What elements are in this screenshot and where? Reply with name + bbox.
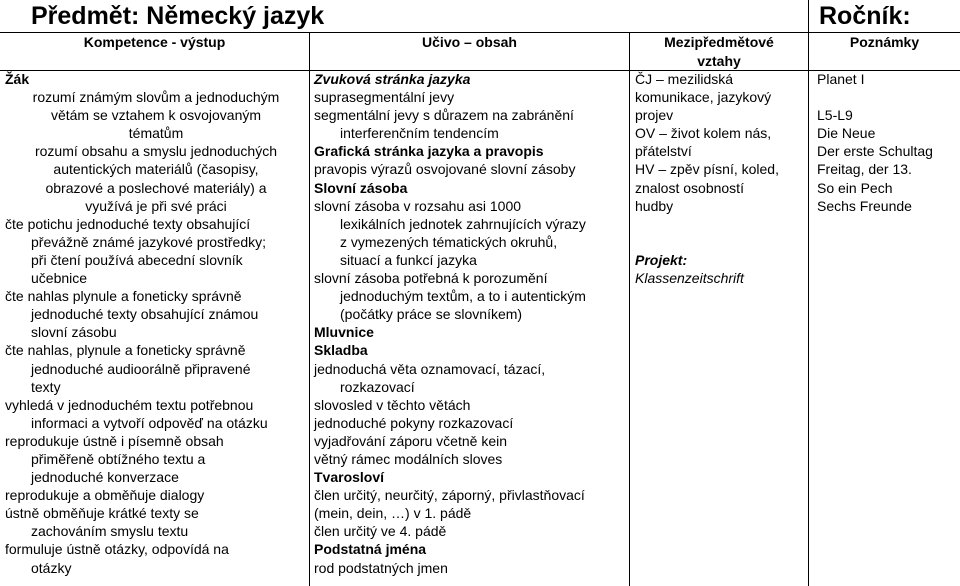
competence-line: formuluje ústně otázky, odpovídá na [5,541,229,558]
project-label: Projekt: [635,251,688,268]
pupil-label: Žák [5,71,30,87]
competence-line: vyhledá v jednoduchém textu potřebnou [5,396,254,413]
competence-line: jednoduché audioorálně připravené [31,360,251,377]
relation-line: HV – zpěv písní, koled, [635,161,779,178]
competence-line: texty [31,378,61,395]
content-line: slovosled v těchto větách [314,396,471,413]
content-line: situací a funkcí jazyka [340,251,477,268]
spacer-line [635,233,807,251]
content-line: suprasegmentální jevy [314,89,455,106]
relation-line: ČJ – mezilidská [635,71,734,87]
content-line: lexikálních jednotek zahrnujících výrazy [340,215,586,232]
spacer-line [635,215,807,233]
relation-line: přátelství [635,143,692,160]
competence-line: rozumí známým slovům a jednoduchým [32,89,280,106]
competence-line: jednoduché texty obsahující známou [31,306,259,323]
content-line: člen určitý, neurčitý, záporný, přivlastňovací [314,487,585,504]
competence-line: tématům [128,125,184,142]
note-line: Freitag, der 13. [817,161,912,178]
content-line: jednoduchým textům, a to i autentickým [340,288,586,305]
content-line: segmentální jevy s důrazem na zabránění [314,107,574,124]
section-heading: Podstatná jména [314,541,427,558]
content-line: rod podstatných jmen [314,559,448,576]
content-column [314,70,626,577]
relation-line: OV – život kolem nás, [635,125,772,142]
relation-line: komunikace, jazykový [635,89,772,106]
content-line: rozkazovací [340,378,415,395]
competence-line: rozumí obsahu a smyslu jednoduchých [34,143,278,160]
col-divider-1 [309,32,310,586]
competence-line: reprodukuje ústně i písemně obsah [5,432,224,449]
content-line: (mein, dein, …) v 1. pádě [314,505,472,522]
note-line: Der erste Schultag [817,143,933,160]
spacer-line [817,88,959,106]
content-line: jednoduché pokyny rozkazovací [314,414,514,431]
section-heading: Tvarosloví [314,469,385,486]
header-content: Učivo – obsah [422,34,517,50]
header-crosscurricular: Mezipředmětové vztahy [664,34,774,69]
competence-line: učebnice [31,270,88,287]
header-notes: Poznámky [849,34,920,50]
section-heading: Skladba [314,342,368,359]
content-line: interferenčním tendencím [340,125,499,142]
section-heading: Zvuková stránka jazyka [314,71,471,87]
content-line: jednoduchá věta oznamovací, tázací, [314,360,546,377]
note-line: L5-L9 [817,107,853,124]
content-line: pravopis výrazů osvojované slovní zásoby [314,161,576,178]
col-divider-3 [808,0,809,586]
content-line: větný rámec modálních sloves [314,450,503,467]
notes-column [817,70,959,215]
header-competence: Kompetence - výstup [83,34,226,50]
competence-line: ústně obměňuje krátké texty se [5,505,199,522]
relation-line: znalost osobností [635,179,744,196]
competence-line: jednoduché konverzace [31,469,179,486]
competence-line: přiměřeně obtížného textu a [31,450,206,467]
subject-title: Předmět: Německý jazyk [31,2,325,30]
competence-column [5,70,307,577]
competence-line: slovní zásobu [31,324,117,341]
competence-line: autentických materiálů (časopisy, [53,161,259,178]
content-line: slovní zásoba v rozsahu asi 1000 [314,197,522,214]
competence-line: zachováním smyslu textu [31,523,189,540]
grade-label: Ročník: [819,2,911,30]
note-line: So ein Pech [817,179,893,196]
content-line: člen určitý ve 4. pádě [314,523,447,540]
relation-line: projev [635,107,674,124]
section-heading: Mluvnice [314,324,374,341]
competence-line: informaci a vytvoří odpověď na otázku [31,414,268,431]
competence-line: větám se vztahem k osvojovaným [50,107,262,124]
competence-line: obrazové a poslechové materiály) a [45,179,267,196]
note-line: Sechs Freunde [817,197,912,214]
competence-line: využívá je při své práci [85,197,227,214]
competence-line: otázky [31,559,72,576]
note-line: Planet I [817,71,865,87]
competence-line: reprodukuje a obměňuje dialogy [5,487,205,504]
relation-line: hudby [635,197,674,214]
note-line: Die Neue [817,125,876,142]
content-line: vyjadřování záporu včetně kein [314,432,507,449]
crosscurricular-column [635,70,807,287]
section-heading: Grafická stránka jazyka a pravopis [314,143,544,160]
competence-line: čte nahlas, plynule a foneticky správně [5,342,246,359]
competence-line: čte nahlas plynule a foneticky správně [5,288,242,305]
section-heading: Slovní zásoba [314,179,408,196]
competence-line: čte potichu jednoduché texty obsahující [5,215,251,232]
col-divider-2 [629,32,630,586]
project-name: Klassenzeitschrift [635,270,744,287]
competence-line: převážně známé jazykové prostředky; [31,233,266,250]
content-line: (počátky práce se slovníkem) [340,306,523,323]
content-line: slovní zásoba potřebná k porozumění [314,270,548,287]
content-line: z vymezených tématických okruhů, [340,233,558,250]
competence-line: při čtení používá abecední slovník [31,251,243,268]
